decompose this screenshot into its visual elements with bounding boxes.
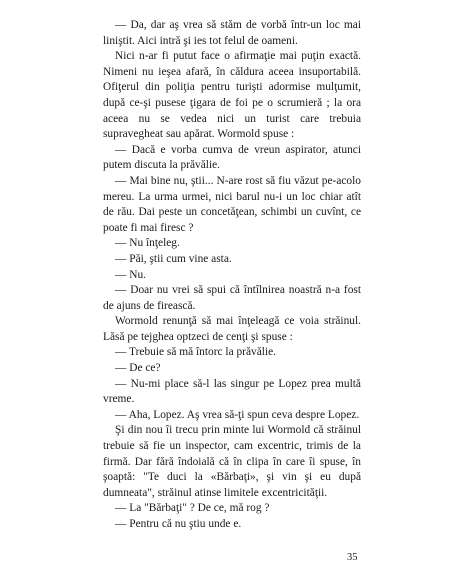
paragraph: — Nu înţeleg. (115, 237, 180, 250)
paragraph: — Nu. (115, 268, 147, 281)
paragraph: Wormold renunţă să mai înţeleagă ce voia străinul. Lăsă pe tejghea optzeci de cenţi şi spuse : (103, 315, 361, 343)
paragraph: — La "Bărbaţi" ? De ce, mă rog ? (115, 502, 270, 515)
paragraph: — Mai bine nu, ştii... N-are rost să fiu văzut pe-acolo mereu. La urma urmei, nici barul nu-i un loc chiar atît de rău. Dai peste un concetăţean, schimbi un cuvînt, ce poate fi mai firesc ? (103, 174, 361, 234)
paragraph: — Păi, ştii cum vine asta. (115, 252, 232, 265)
paragraph: — Doar nu vrei să spui că întîlnirea noastră n-a fost de ajuns de firească. (103, 284, 361, 312)
paragraph: — Pentru că nu ştiu unde e. (115, 518, 242, 530)
paragraph: — Dacă e vorba cumva de vreun aspirator, atunci putem discuta la prăvălie. (103, 143, 361, 172)
paragraph: — Aha, Lopez. Aş vrea să-ţi spun ceva despre Lopez. (115, 408, 360, 421)
paragraph: — De ce? (115, 362, 161, 375)
body-text (103, 18, 361, 533)
paragraph: Nici n-ar fi putut face o afirmaţie mai puţin exactă. Nimeni nu ieşea afară, în căldura aceea insuportabilă. Ofiţerul din poliţia pentru turişti adormise mulţumit, după ce-şi pusese ţigara de foi pe o scrumieră ; la ora aceea nu se vedea nici un turist care trebuia supravegheat sau apărat. Wormold spuse : (103, 50, 361, 141)
paragraph: — Trebuie să mă întorc la prăvălie. (115, 346, 277, 359)
paragraph: Şi din nou îi trecu prin minte lui Wormold că străinul trebuie să fie un inspector, cam excentric, trimis de la firmă. Dar fără îndoială că în clipa în care îi spuse, în şoaptă: "Te duci la «Bărbaţi», şi vin şi eu după dumneata", străinul atinse limitele excentricităţii. (103, 424, 361, 499)
page-number: 35 (347, 552, 358, 563)
paragraph: — Da, dar aş vrea să stăm de vorbă într-un loc mai liniştit. Aici intră şi ies tot felul de oameni. (103, 19, 361, 47)
paragraph: — Nu-mi place să-l las singur pe Lopez prea multă vreme. (103, 377, 361, 406)
